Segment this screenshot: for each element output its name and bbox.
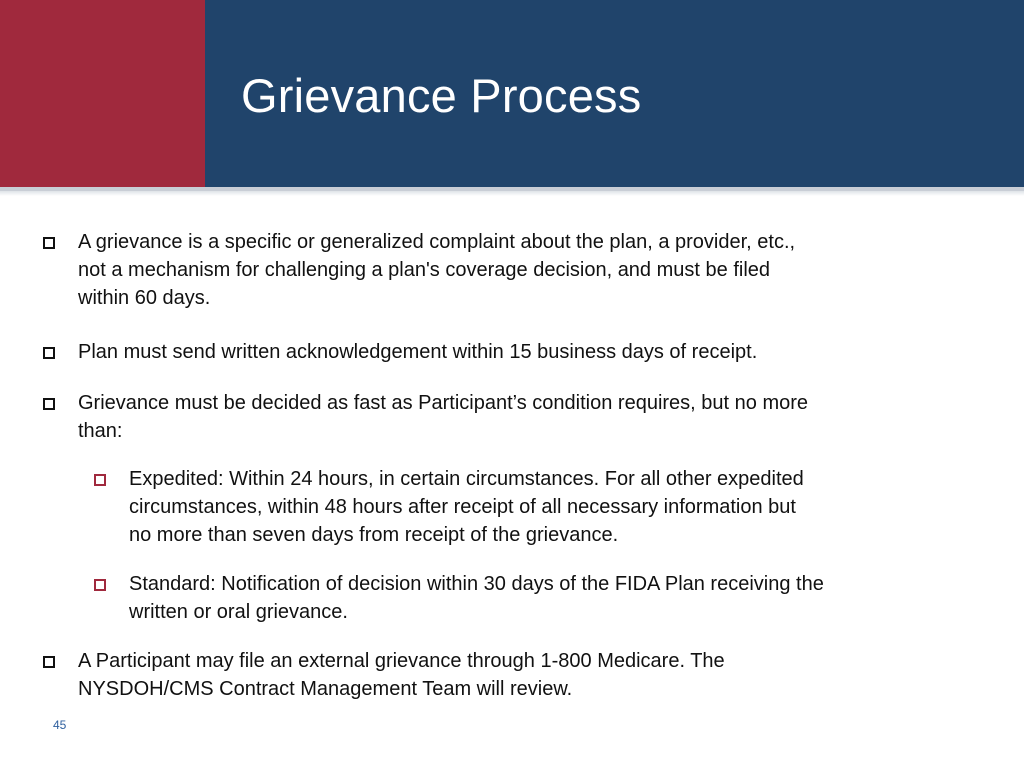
bullet-line: A Participant may file an external grievance through 1-800 Medicare. The <box>78 650 725 672</box>
bullet-item <box>78 647 958 703</box>
bullet-line: NYSDOH/CMS Contract Management Team will review. <box>78 678 573 700</box>
square-sub-bullet-icon <box>94 474 106 486</box>
square-bullet-icon <box>43 398 55 410</box>
bullet-line: Expedited: Within 24 hours, in certain circumstances. For all other expedited <box>129 468 804 490</box>
bullet-item <box>78 228 958 312</box>
bullet-line: no more than seven days from receipt of the grievance. <box>129 524 619 546</box>
bullet-line: within 60 days. <box>78 287 211 309</box>
square-bullet-icon <box>43 237 55 249</box>
bullet-item <box>78 338 958 366</box>
bullet-line: not a mechanism for challenging a plan's coverage decision, and must be filed <box>78 259 771 281</box>
bullet-line: Standard: Notification of decision within 30 days of the FIDA Plan receiving the <box>129 573 824 595</box>
square-sub-bullet-icon <box>94 579 106 591</box>
page-number: 45 <box>53 718 67 732</box>
bullet-line: than: <box>78 420 123 442</box>
sub-bullet-item <box>129 570 969 626</box>
bullet-line: circumstances, within 48 hours after receipt of all necessary information but <box>129 496 796 518</box>
bullet-line: Plan must send written acknowledgement within 15 business days of receipt. <box>78 341 758 363</box>
bullet-line: A grievance is a specific or generalized complaint about the plan, a provider, etc., <box>78 231 796 253</box>
square-bullet-icon <box>43 656 55 668</box>
square-bullet-icon <box>43 347 55 359</box>
sub-bullet-item <box>129 465 969 549</box>
bullet-line: written or oral grievance. <box>129 601 348 623</box>
slide-title: Grievance Process <box>241 69 642 122</box>
bullet-item <box>78 389 958 445</box>
bullet-line: Grievance must be decided as fast as Participant’s condition requires, but no more <box>78 392 809 414</box>
